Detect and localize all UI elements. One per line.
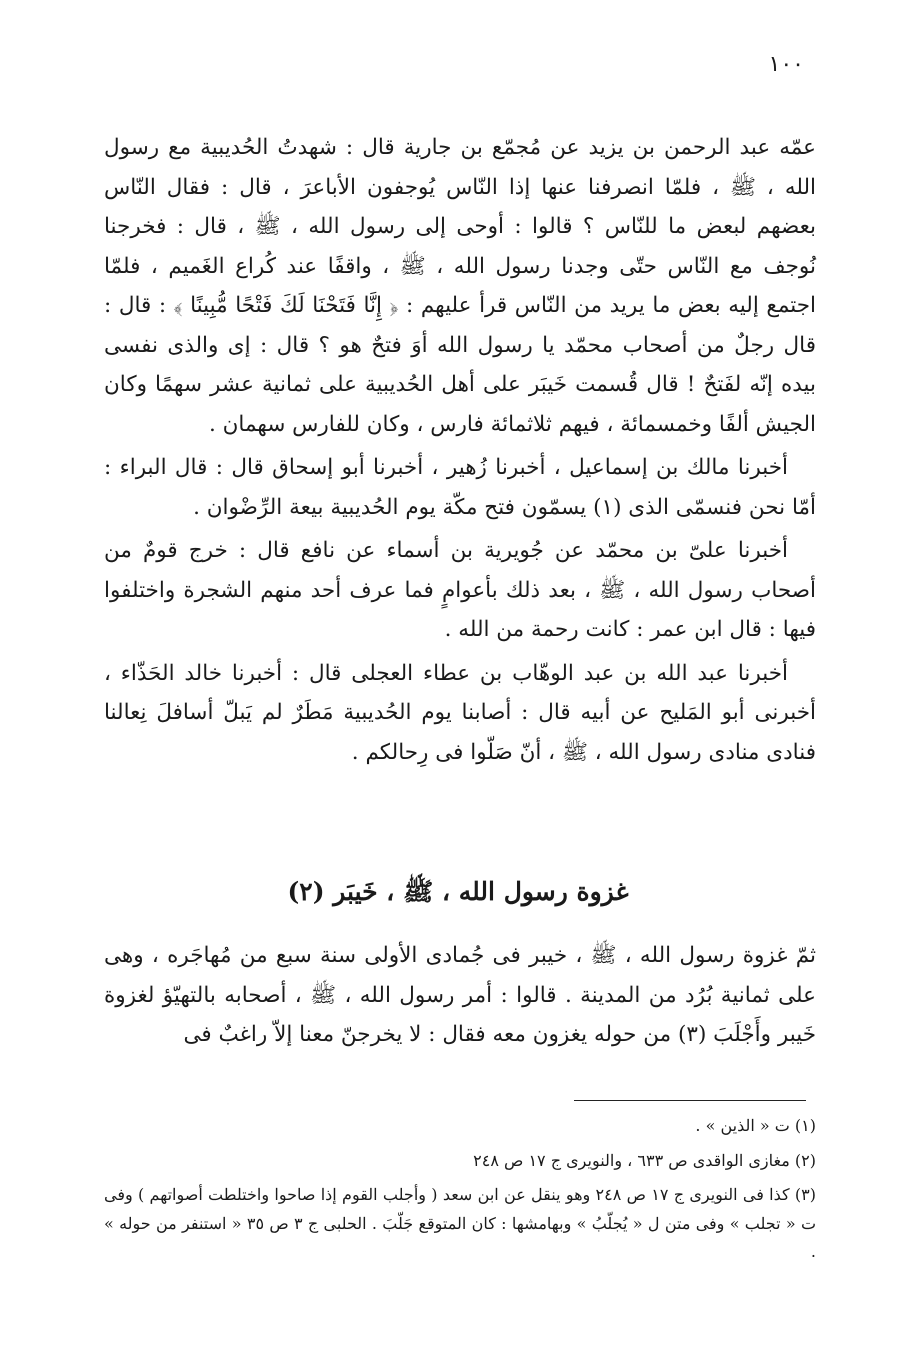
footnote-divider — [574, 1100, 806, 1101]
paragraph-1: عمّه عبد الرحمن بن يزيد عن مُجمّع بن جارية قال : شهدتُ الحُديبية مع رسول الله ، ﷺ ، فلمّا انصرفنا عنها إذا النّاس يُوجفون الأباعرَ ، قال : فقال النّاس بعضهم لبعض ما للنّاس ؟ قالوا : أوحى إلى رسول الله ، ﷺ ، قال : فخرجنا نُوجف مع النّاس حتّى وجدنا رسول الله ، ﷺ ، واقفًا عند كُراع الغَميم ، فلمّا اجتمع إليه بعض ما يريد من النّاس قرأ عليهم : ﴿ إِنَّا فَتَحْنَا لَكَ فَتْحًا مُّبِينًا ﴾ : قال : قال رجلٌ من أصحاب محمّد يا رسول الله أوَ فتحٌ هو ؟ قال : إى والذى نفسى بيده إنّه لفَتحٌ ! قال قُسمت خَيبَر على أهل الحُديبية على ثمانية عشر سهمًا وكان الجيش ألفًا وخمسمائة ، فيهم ثلاثمائة فارس ، وكان للفارس سهمان . — [104, 135, 816, 437]
page-number: ١٠٠ — [768, 52, 804, 77]
footnote-2: (٢) مغازى الواقدى ص ٦٣٣ ، والنويرى ج ١٧ ص ٢٤٨ — [473, 1150, 816, 1170]
section-text: ثمّ غزوة رسول الله ، ﷺ ، خيبر فى جُمادى الأولى سنة سبع من مُهاجَره ، وهى على ثمانية بُرُد من المدينة . قالوا : أمر رسول الله ، ﷺ ، أصحابه بالتهيّؤ لغزوة خَيبر وأَجْلَبَ (٣) من حوله يغزون معه فقال : لا يخرجنّ معنا إلاّ راغبٌ فى — [104, 943, 816, 1047]
footnote-3: (٣) كذا فى النويرى ج ١٧ ص ٢٤٨ وهو ينقل عن ابن سعد ( وأجلب القوم إذا صاحوا واختلطت أصواتهم ) وفى ت « تجلب » وفى متن ل « يُجلّبُ » وبهامشها : كان المتوقع جَلّبَ . الحلبى ج ٣ ص ٣٥ « استنفر من حوله » . — [104, 1185, 817, 1261]
paragraph-4: أخبرنا عبد الله بن عبد الوهّاب بن عطاء العجلى قال : أخبرنا خالد الحَذّاء ، أخبرنى أبو المَليح عن أبيه قال : أصابنا يوم الحُديبية مَطَرٌ لم يَبلّ أسافلَ نِعالنا فنادى منادى رسول الله ، ﷺ ، أنّ صَلّوا فى رِحالكم . — [104, 660, 816, 765]
section-title: غزوة رسول الله ، ﷺ ، خَيبَر (٢) — [287, 877, 629, 906]
body-text — [104, 128, 816, 776]
paragraph-2: أخبرنا مالك بن إسماعيل ، أخبرنا زُهير ، أخبرنا أبو إسحاق قال : قال البراء : أمّا نحن فنسمّى الذى (١) يسمّون فتح مكّة يوم الحُديبية بيعة الرِّضْوان . — [104, 455, 816, 520]
paragraph-3: أخبرنا علىّ بن محمّد عن جُويرية بن أسماء عن نافع قال : خرج قومٌ من أصحاب رسول الله ، ﷺ ، بعد ذلك بأعوامٍ فما عرف أحد منهم الشجرة واختلفوا فيها : قال ابن عمر : كانت رحمة من الله . — [104, 538, 816, 642]
footnotes — [104, 1112, 816, 1273]
footnote-1: (١) ت « الذين » . — [695, 1116, 816, 1135]
